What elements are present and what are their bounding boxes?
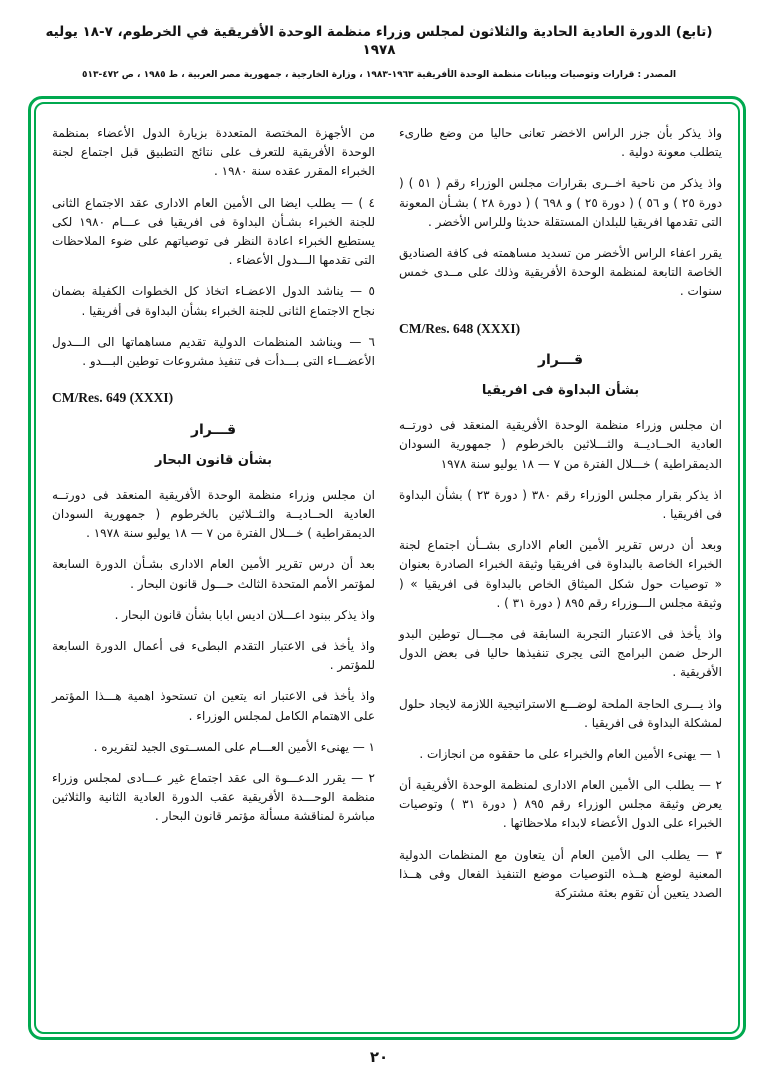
resolution-number: CM/Res. 649 (XXXI)	[52, 390, 174, 406]
resolution-subject: بشأن قانون البحار	[154, 453, 273, 469]
paragraph: وبعد أن درس تقرير الأمين العام الادارى بشــأن اجتماع لجنة الخبراء الخاصة بالبداوة فى افريقيا وثيقة الخبراء الصادرة بعنوان « توصيات حول شكل الميثاق الخاص بالبداوة فى افريقيا » ( وثيقة مجلس الـــوزراء رقم ٨٩٥ ( دورة ٣١ ) .	[399, 538, 722, 610]
paragraph: واذ يـــرى الحاجة الملحة لوضـــع الاستراتيجية اللازمة لايجاد حلول لمشكلة البداوة فى افريقيا .	[399, 696, 722, 730]
paragraph: واذ يأخذ فى الاعتبار التجربة السابقة فى مجـــال توطين البدو الرحل ضمن البرامج التى يجرى تنفيذها حاليا فى بعض الدول الأفريقية .	[399, 626, 722, 680]
paragraph: ٢ — يقرر الدعـــوة الى عقد اجتماع غير عـــادى لمجلس وزراء منظمة الوحـــدة الأفريقية عقب الدورة العادية الثانية والثلاثين مباشرة لمناقشة مسألة مؤتمر قانون البحار .	[52, 770, 375, 824]
page-frame	[28, 96, 746, 1040]
resolution-number: CM/Res. 648 (XXXI)	[399, 320, 521, 336]
paragraph: واذ يأخذ فى الاعتبار انه يتعين ان تستحوذ اهمية هـــذا المؤتمر على الاهتمام الكامل لمجلس الوزراء .	[52, 689, 375, 723]
page-header	[0, 0, 758, 80]
paragraph: ٤ ) — يطلب ايضا الى الأمين العام الادارى عقد الاجتماع الثانى للجنة الخبراء بشـأن البداوة فى افريقيا فى عـــام ١٩٨٠ لكى يستطيع الخبراء اعادة النظر فى توصياتهم على ضوء الملاحظات التى تقدمها الـــدول الأعضاء .	[52, 195, 375, 268]
paragraph: ١ — يهنىء الأمين العـــام على المســتوى الجيد لتقريره .	[93, 739, 375, 754]
page-number: ٢٠	[369, 1048, 389, 1066]
page-frame-inner	[34, 102, 740, 1034]
paragraph: اذ يذكر بقرار مجلس الوزراء رقم ٣٨٠ ( دورة ٢٣ ) بشأن البداوة فى افريقيا .	[399, 487, 722, 522]
paragraph: ٥ — يناشد الدول الاعضـاء اتخاذ كل الخطوات الكفيلة بضمان نجاح الاجتماع الثانى للجنة الخبراء بشأن البداوة فى أفريقيا .	[52, 284, 375, 318]
paragraph: من الأجهزة المختصة المتعددة بزيارة الدول الأعضاء بمنظمة الوحدة الأفريقية للتعرف على نتائج التطبيق قبل اجتماع لجنة الخبراء المقرر عقده سنة ١٩٨٠ .	[52, 126, 375, 179]
text-columns	[52, 124, 722, 1020]
header-source: المصدر : قرارات وتوصيات وبيانات منظمة الوحدة الأفريقية ١٩٦٣-١٩٨٣ ، وزارة الخارجية ، جمهورية مصر العربية ، ط ١٩٨٥ ، ص ٤٧٢-٥١٣	[81, 70, 677, 81]
resolution-heading: قـــرار	[190, 421, 237, 438]
paragraph: واذ يأخذ فى الاعتبار التقدم البطىء فى أعمال الدورة السابعة للمؤتمر .	[52, 638, 375, 673]
paragraph: ٦ — ويناشد المنظمات الدولية تقديم مساهماتها الى الـــدول الأعضـــاء التى بـــدأت فى تنفيذ مشروعات توطين البـــدو .	[52, 334, 375, 368]
paragraph: ان مجلس وزراء منظمة الوحدة الأفريقية المنعقد فى دورتــه العادية الحــاديــة والثــلاثين بالخرطوم ( جمهورية السودان الديمقراطية ) خـــلال الفترة من ٧ — ١٨ يوليو سنة ١٩٧٨ .	[52, 487, 375, 541]
paragraph: يقرر اعفاء الراس الأخضر من تسديد مساهمته فى كافة الصناديق الخاصة التابعة لمنظمة الوحدة الأفريقية وذلك على مــدى خمس سنوات .	[399, 245, 722, 299]
paragraph: ٣ — يطلب الى الأمين العام أن يتعاون مع المنظمات الدولية المعنية لوضع هــذه التوصيات موضع التنفيذ الفعال وفى هــذا الصدد يتعين أن تقوم بعثة مشتركة	[399, 847, 722, 901]
right-column	[399, 124, 722, 1020]
header-title: (تابع) الدورة العادية الحادية والثلاثون لمجلس وزراء منظمة الوحدة الأفريقية في الخرطوم، ٧-١٨ يوليه ١٩٧٨	[45, 24, 713, 58]
paragraph: ٢ — يطلب الى الأمين العام الادارى لمنظمة الوحدة الأفريقية أن يعرض وثيقة مجلس الوزراء رقم ٨٩٥ ( دورة ٣١ ) وتوصيات الخبراء على الدول الأعضاء لابداء ملاحظاتها .	[399, 778, 722, 831]
resolution-subject: بشأن البداوة فى افريقيا	[481, 383, 640, 399]
paragraph: ١ — يهنىء الأمين العام والخبراء على ما حققوه من انجازات .	[419, 746, 722, 761]
resolution-heading: قـــرار	[537, 352, 584, 369]
paragraph: بعد أن درس تقرير الأمين العام الادارى بشـأن الدورة السابعة لمؤتمر الأمم المتحدة الثالث حـــول قانون البحار .	[52, 557, 375, 591]
paragraph: واذ يذكر ببنود اعـــلان اديس ابابا بشأن قانون البحار .	[114, 607, 375, 622]
paragraph: واذ يذكر بأن جزر الراس الاخضر تعانى حاليا من وضع طارىء يتطلب معونة دولية .	[399, 126, 722, 160]
paragraph: ان مجلس وزراء منظمة الوحدة الأفريقية المنعقد فى دورتــه العادية الحــاديــة والثـــلاثين بالخرطوم ( جمهورية السودان الديمقراطية ) خـــلال الفترة من ٧ — ١٨ يوليو سنة ١٩٧٨	[399, 418, 722, 471]
left-column	[52, 124, 375, 1020]
paragraph: واذ يذكر من ناحية اخــرى بقرارات مجلس الوزراء رقم ( ٥١ ) ( دورة ٢٥ ) و ٥٦ ) ( دورة ٢٥ ) و ٦٩٨ ) ( دورة ٢٨ ) بشـأن المعونة التى تقدمها افريقيا للبلدان المستقلة حديثا وللراس الأخضر .	[399, 176, 723, 229]
